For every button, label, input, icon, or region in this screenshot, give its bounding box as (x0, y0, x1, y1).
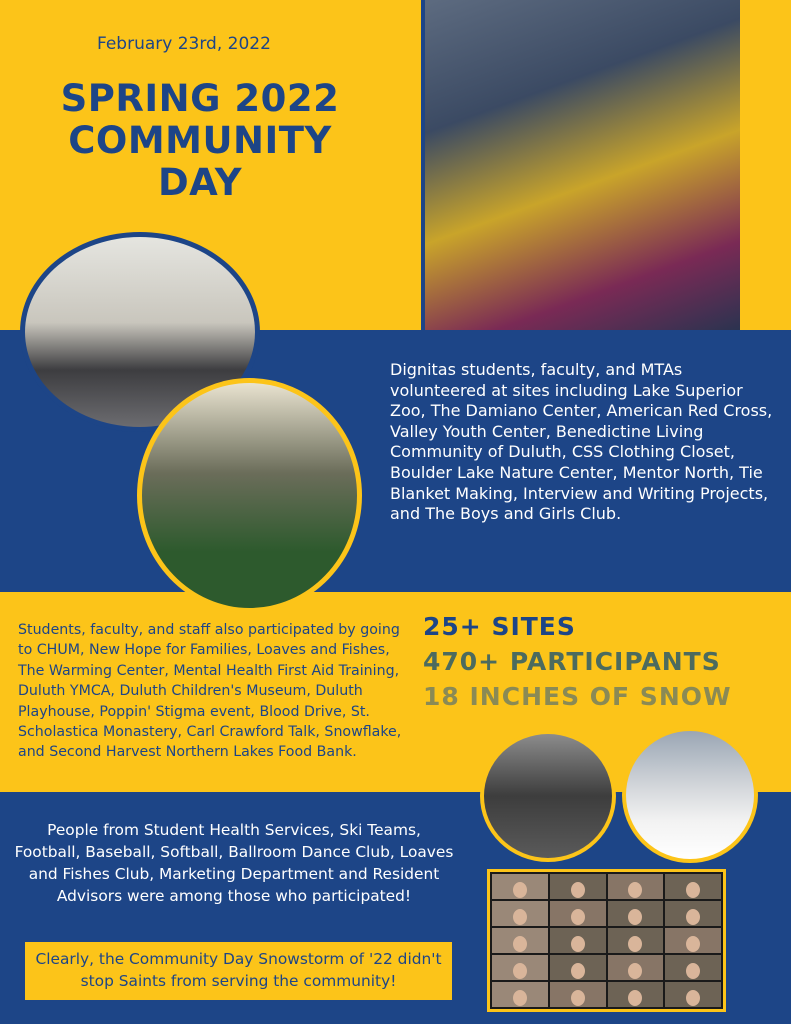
zoom-tile (665, 874, 721, 899)
sites-paragraph: Dignitas students, faculty, and MTAs volunteered at sites including Lake Superior Zoo, The Damiano Center, American Red Cross, Valley Youth Center, Benedictine Living Community of Duluth, CSS Clothing Closet, Boulder Lake Nature Center, Mentor North, Tie Blanket Making, Interview and Writing Projects, and The Boys and Girls Club. (390, 360, 773, 524)
title-line-3: DAY (157, 161, 243, 204)
zoom-tile (550, 928, 606, 953)
zoom-tile (492, 955, 548, 980)
zoom-tile (492, 874, 548, 899)
zoom-tile (665, 982, 721, 1007)
title-line-1: SPRING 2022 (60, 77, 340, 120)
zoom-tile (608, 955, 664, 980)
zoom-meeting-screenshot (487, 869, 726, 1012)
page-title (30, 78, 370, 204)
title-line-2: COMMUNITY (68, 119, 332, 162)
zoom-tile (492, 901, 548, 926)
zoom-tile (665, 928, 721, 953)
three-volunteers-photo (137, 378, 362, 613)
snowstorm-callout: Clearly, the Community Day Snowstorm of '22 didn't stop Saints from serving the community! (25, 942, 452, 1000)
zoom-tile (608, 874, 664, 899)
also-participated-paragraph: Students, faculty, and staff also participated by going to CHUM, New Hope for Families, Loaves and Fishes, The Warming Center, Mental Health First Aid Training, Duluth YMCA, Duluth Children's Museum, Duluth Playhouse, Poppin' Stigma event, Blood Drive, St. Scholastica Monastery, Carl Crawford Talk, Snowflake, and Second Harvest Northern Lakes Food Bank. (18, 622, 402, 761)
zoom-tile (608, 901, 664, 926)
stat-sites: 25+ SITES (423, 612, 576, 641)
zoom-tile (492, 982, 548, 1007)
zoom-tile (550, 874, 606, 899)
group-photo-pennants (421, 0, 740, 330)
stat-snow: 18 INCHES OF SNOW (423, 682, 732, 711)
zoom-tile (550, 982, 606, 1007)
snow-shoveling-photo (622, 727, 758, 863)
blood-drive-photo (480, 730, 616, 862)
zoom-tile (665, 901, 721, 926)
zoom-tile (550, 955, 606, 980)
people-paragraph: People from Student Health Services, Ski Teams, Football, Baseball, Softball, Ballroom Dance Club, Loaves and Fishes Club, Marketing Department and Resident Advisors were among those who participated! (14, 821, 454, 905)
stat-participants: 470+ PARTICIPANTS (423, 647, 721, 676)
zoom-tile (608, 982, 664, 1007)
zoom-tile (550, 901, 606, 926)
zoom-tile (608, 928, 664, 953)
event-date: February 23rd, 2022 (97, 34, 271, 54)
zoom-tile (492, 928, 548, 953)
zoom-tile (665, 955, 721, 980)
